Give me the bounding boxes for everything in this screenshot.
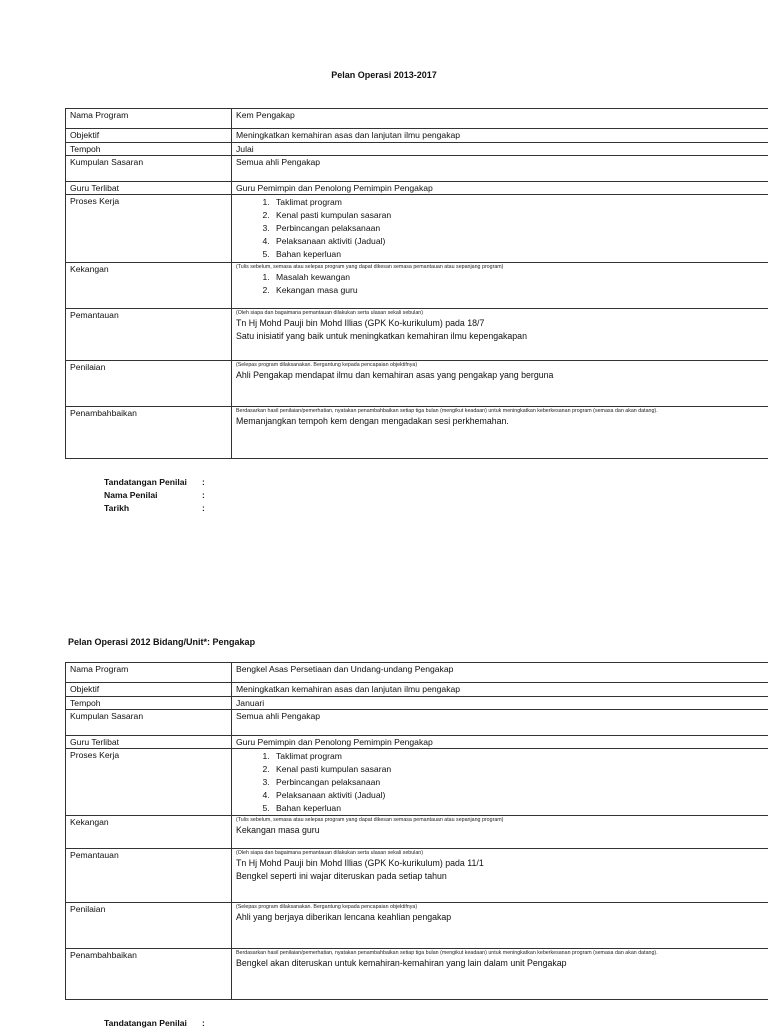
row-label: Tempoh [66,143,232,156]
list-item: 5. Bahan keperluan [272,802,768,815]
signature-label: Tandatangan Penilai [104,1018,202,1028]
pemantauan-line: Satu inisiatif yang baik untuk meningkatkan kemahiran ilmu kepengakapan [236,330,768,343]
page-title: Pelan Operasi 2013-2017 [0,70,768,80]
list-item: 4. Pelaksanaan aktiviti (Jadual) [272,235,768,248]
signature-colon: : [202,490,205,500]
objektif-value: Meningkatkan kemahiran asas dan lanjutan ilmu pengakap [232,129,768,143]
signature-row [104,490,205,503]
kekangan-list [236,271,768,297]
table-row [66,143,768,156]
table-row [66,816,768,849]
table-row [66,156,768,182]
signature-block [104,477,205,516]
row-label: Pemantauan [66,849,232,903]
penambahbaikan-value [232,949,768,1000]
table-row [66,749,768,816]
page-title: Pelan Operasi 2012 Bidang/Unit*: Pengakap [68,637,255,647]
signature-row [104,477,205,490]
row-label: Tempoh [66,697,232,710]
row-label: Kumpulan Sasaran [66,156,232,182]
signature-block [104,1018,205,1031]
table-row [66,182,768,195]
signature-colon: : [202,477,205,487]
penilaian-value [232,361,768,407]
plan-table [65,108,768,459]
guru-value: Guru Pemimpin dan Penolong Pemimpin Pengakap [232,736,768,749]
row-label: Penambahbaikan [66,407,232,459]
signature-row [104,1018,205,1031]
signature-label: Nama Penilai [104,490,202,500]
signature-colon: : [202,1018,205,1028]
list-item: 3. Perbincangan pelaksanaan [272,222,768,235]
table-row [66,195,768,263]
list-item: 1. Taklimat program [272,750,768,763]
table-row [66,263,768,309]
table-row [66,109,768,129]
row-label: Kumpulan Sasaran [66,710,232,736]
penambahbaikan-line: Memanjangkan tempoh kem dengan mengadakan sesi perkhemahan. [236,415,768,428]
signature-row [104,503,205,516]
proses-value [232,195,768,263]
signature-label: Tandatangan Penilai [104,477,202,487]
row-label: Nama Program [66,109,232,129]
proses-value [232,749,768,816]
list-item: 3. Perbincangan pelaksanaan [272,776,768,789]
row-label: Guru Terlibat [66,736,232,749]
row-label: Penilaian [66,361,232,407]
penambahbaikan-line: Bengkel akan diteruskan untuk kemahiran-kemahiran yang lain dalam unit Pengakap [236,957,768,970]
table-row [66,407,768,459]
nama-program-value: Kem Pengakap [232,109,768,129]
kekangan-note: (Tulis sebelum, semasa atau selepas program yang dapat dikesan semasa pemantauan atau sepanjang program) [236,817,768,824]
row-label: Objektif [66,683,232,697]
row-label: Penilaian [66,903,232,949]
list-item: 2. Kenal pasti kumpulan sasaran [272,209,768,222]
row-label: Penambahbaikan [66,949,232,1000]
kekangan-value [232,263,768,309]
list-item: 5. Bahan keperluan [272,248,768,261]
kumpulan-value: Semua ahli Pengakap [232,710,768,736]
list-item: 1. Taklimat program [272,196,768,209]
row-label: Objektif [66,129,232,143]
pemantauan-note: (Oleh siapa dan bagaimana pemantauan dilakukan serta ulasan sekali sebulan) [236,850,768,857]
penambahbaikan-value [232,407,768,459]
signature-label: Tarikh [104,503,202,513]
pemantauan-line: Tn Hj Mohd Pauji bin Mohd Illias (GPK Ko-kurikulum) pada 11/1 [236,857,768,870]
pemantauan-value [232,309,768,361]
table-row [66,697,768,710]
table-row [66,710,768,736]
penilaian-note: (Selepas program dilaksanakan. Bergantung kepada pencapaian objektifnya) [236,904,768,911]
proses-list [236,196,768,261]
table-row [66,736,768,749]
table-row [66,129,768,143]
penilaian-note: (Selepas program dilaksanakan. Bergantung kepada pencapaian objektifnya) [236,362,768,369]
objektif-value: Meningkatkan kemahiran asas dan lanjutan ilmu pengakap [232,683,768,697]
guru-value: Guru Pemimpin dan Penolong Pemimpin Pengakap [232,182,768,195]
row-label: Proses Kerja [66,749,232,816]
row-label: Kekangan [66,263,232,309]
pemantauan-value [232,849,768,903]
row-label: Proses Kerja [66,195,232,263]
pemantauan-line: Bengkel seperti ini wajar diteruskan pada setiap tahun [236,870,768,883]
row-label: Guru Terlibat [66,182,232,195]
list-item: 1. Masalah kewangan [272,271,768,284]
list-item: 2. Kekangan masa guru [272,284,768,297]
penambahbaikan-note: Berdasarkan hasil penilaian/pemerhatian, nyatakan penambahbaikan setiap tiga bulan (mengikut keadaan) untuk meningkatkan keberkesanan program (semasa dan akan datang). [236,408,768,415]
signature-colon: : [202,503,205,513]
kekangan-note: (Tulis sebelum, semasa atau selepas program yang dapat dikesan semasa pemantauan atau sepanjang program) [236,264,768,271]
penilaian-value [232,903,768,949]
proses-list [236,750,768,815]
pemantauan-note: (Oleh siapa dan bagaimana pemantauan dilakukan serta ulasan sekali sebulan) [236,310,768,317]
kumpulan-value: Semua ahli Pengakap [232,156,768,182]
table-row [66,903,768,949]
row-label: Nama Program [66,663,232,683]
penilaian-line: Ahli Pengakap mendapat ilmu dan kemahiran asas yang pengakap yang berguna [236,369,768,382]
row-label: Pemantauan [66,309,232,361]
tempoh-value: Januari [232,697,768,710]
table-row [66,309,768,361]
plan-table [65,662,768,1000]
list-item: 4. Pelaksanaan aktiviti (Jadual) [272,789,768,802]
table-row [66,849,768,903]
penilaian-line: Ahli yang berjaya diberikan lencana keahlian pengakap [236,911,768,924]
row-label: Kekangan [66,816,232,849]
kekangan-value [232,816,768,849]
nama-program-value: Bengkel Asas Persetiaan dan Undang-undang Pengakap [232,663,768,683]
pemantauan-line: Tn Hj Mohd Pauji bin Mohd Illias (GPK Ko-kurikulum) pada 18/7 [236,317,768,330]
table-row [66,949,768,1000]
tempoh-value: Julai [232,143,768,156]
table-row [66,683,768,697]
table-row [66,361,768,407]
table-row [66,663,768,683]
list-item: 2. Kenal pasti kumpulan sasaran [272,763,768,776]
penambahbaikan-note: Berdasarkan hasil penilaian/pemerhatian, nyatakan penambahbaikan setiap tiga bulan (mengikut keadaan) untuk meningkatkan keberkesanan program (semasa dan akan datang). [236,950,768,957]
kekangan-line: Kekangan masa guru [236,824,768,837]
